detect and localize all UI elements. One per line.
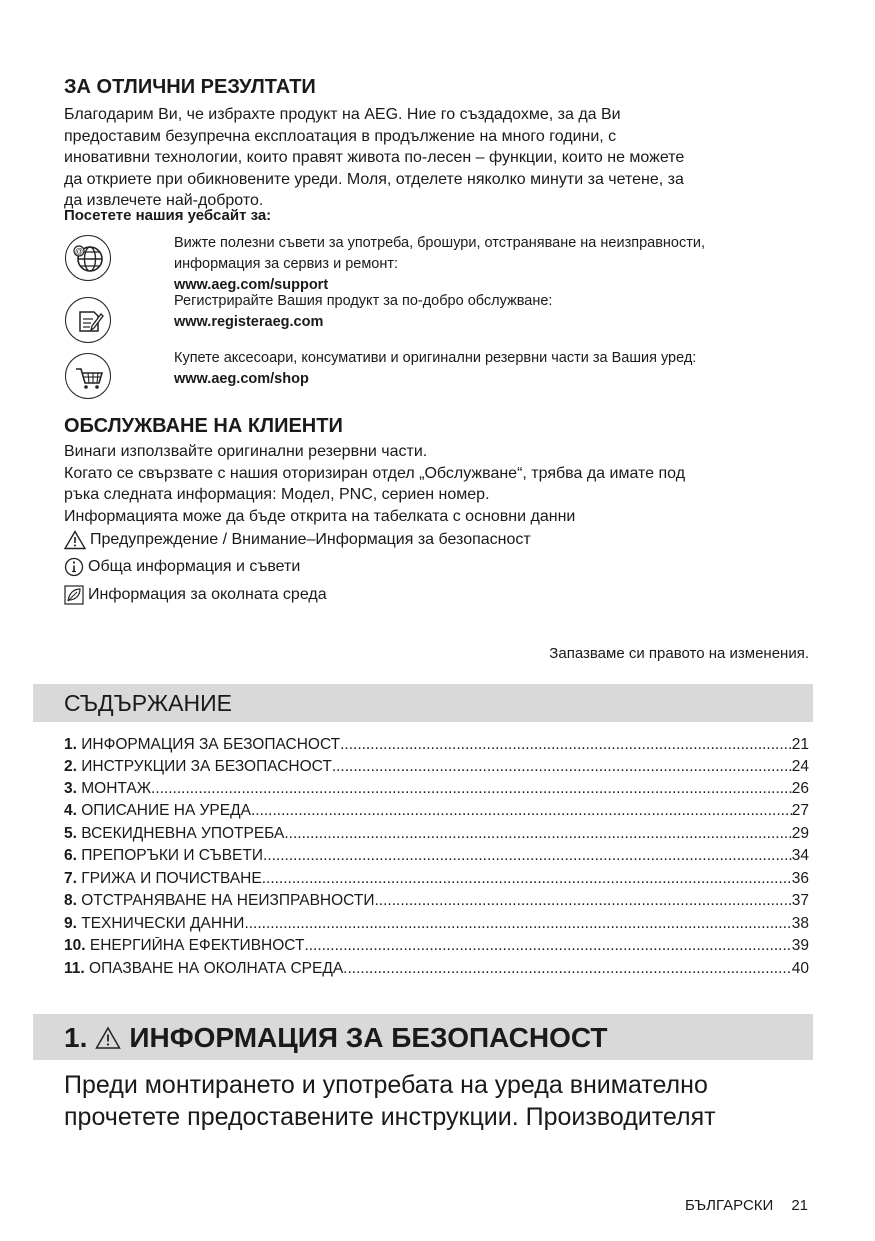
shop-link[interactable]: www.aeg.com/shop [174,371,309,387]
section-intro [64,1069,716,1133]
toc-row[interactable]: 10. ЕНЕРГИЙНА ЕФЕКТИВНОСТ ..... 39 [64,937,809,959]
toc-row[interactable]: 7. ГРИЖА И ПОЧИСТВАНЕ ..... 36 [64,870,809,892]
service-line: Когато се свързвате с нашия оторизиран отдел „Обслужване“, трябва да имате под [64,464,686,482]
service-text [64,441,824,527]
info-legend [64,557,300,577]
section-title: ИНФОРМАЦИЯ ЗА БЕЗОПАСНОСТ [129,1022,608,1053]
support-link[interactable]: www.aeg.com/support [174,277,329,293]
toc-row[interactable]: 9. ТЕХНИЧЕСКИ ДАННИ ..... 38 [64,915,809,937]
warning-triangle-icon [64,530,86,550]
service-line: ръка следната информация: Модел, PNC, сериен номер. [64,486,490,503]
toc-row[interactable]: 6. ПРЕПОРЪКИ И СЪВЕТИ ..... 34 [64,847,809,869]
register-pen-icon [65,297,111,343]
service-line: Информацията може да бъде открита на табелката с основни данни [64,507,576,525]
toc-row[interactable]: 8. ОТСТРАНЯВАНЕ НА НЕИЗПРАВНОСТИ ..... 37 [64,892,809,914]
support-text: информация за сервиз и ремонт: [174,256,399,272]
shop-text: Купете аксесоари, консумативи и оригинални резервни части за Вашия уред: [174,350,697,366]
section-line: Преди монтирането и употребата на уреда внимателно [64,1071,708,1099]
intro-line: предоставим безупречна експлоатация в продължение на много години, с [64,127,617,145]
support-text: Вижте полезни съвети за употреба, брошури, отстраняване на неизправности, [174,235,705,251]
register-link[interactable]: www.registeraeg.com [174,314,324,330]
intro-line: Благодарим Ви, че избрахте продукт на AEG. Ние го създадохме, за да Ви [64,106,621,123]
rights-note: Запазваме си правото на изменения. [549,645,809,662]
toc-row[interactable]: 3. МОНТАЖ ..... 26 [64,780,809,802]
register-text: Регистрирайте Вашия продукт за по-добро обслужване: [174,293,553,309]
svg-text:@: @ [74,247,84,256]
warning-legend [64,530,531,550]
toc-row[interactable]: 4. ОПИСАНИЕ НА УРЕДА ..... 27 [64,802,809,824]
section-number: 1. [64,1022,88,1053]
page-footer [685,1197,808,1214]
leaf-icon [64,585,84,605]
section-title-row [64,1022,608,1054]
intro-heading: ЗА ОТЛИЧНИ РЕЗУЛТАТИ [64,76,316,98]
intro-text [64,104,824,212]
info-circle-icon [64,557,84,577]
globe-at-icon [65,235,111,281]
toc-title: СЪДЪРЖАНИЕ [64,690,232,716]
shop-block [174,348,696,390]
warning-label: Предупреждение / Внимание–Информация за безопасност [90,531,531,548]
intro-line: да извлечете най-доброто. [64,192,264,209]
shopping-cart-icon [65,353,111,399]
section-header-bar [33,1014,813,1060]
toc-row[interactable]: 11. ОПАЗВАНЕ НА ОКОЛНАТА СРЕДА ..... 40 [64,960,809,982]
visit-label: Посетете нашия уебсайт за: [64,207,272,224]
info-label: Обща информация и съвети [88,558,301,575]
toc-row[interactable]: 5. ВСЕКИДНЕВНА УПОТРЕБА ..... 29 [64,825,809,847]
footer-language: БЪЛГАРСКИ [684,1197,774,1214]
environment-legend [64,585,327,605]
toc-header-bar [33,684,813,722]
intro-line: иновативни технологии, които правят живота по-лесен – функции, които не можете [64,149,685,166]
toc-row[interactable]: 2. ИНСТРУКЦИИ ЗА БЕЗОПАСНОСТ ..... 24 [64,758,809,780]
footer-page-number: 21 [791,1197,808,1214]
env-label: Информация за околната среда [88,586,327,603]
warning-triangle-icon [95,1026,121,1050]
toc-row[interactable]: 1. ИНФОРМАЦИЯ ЗА БЕЗОПАСНОСТ ..... 21 [64,736,809,758]
service-heading: ОБСЛУЖВАНЕ НА КЛИЕНТИ [64,415,343,437]
service-line: Винаги използвайте оригинални резервни части. [64,443,428,460]
register-block [174,291,552,333]
support-block [174,233,705,296]
intro-line: да откриете при обикновените уреди. Моля, отделете няколко минути за четене, за [64,170,684,188]
section-line: прочетете предоставените инструкции. Производителят [64,1103,716,1131]
